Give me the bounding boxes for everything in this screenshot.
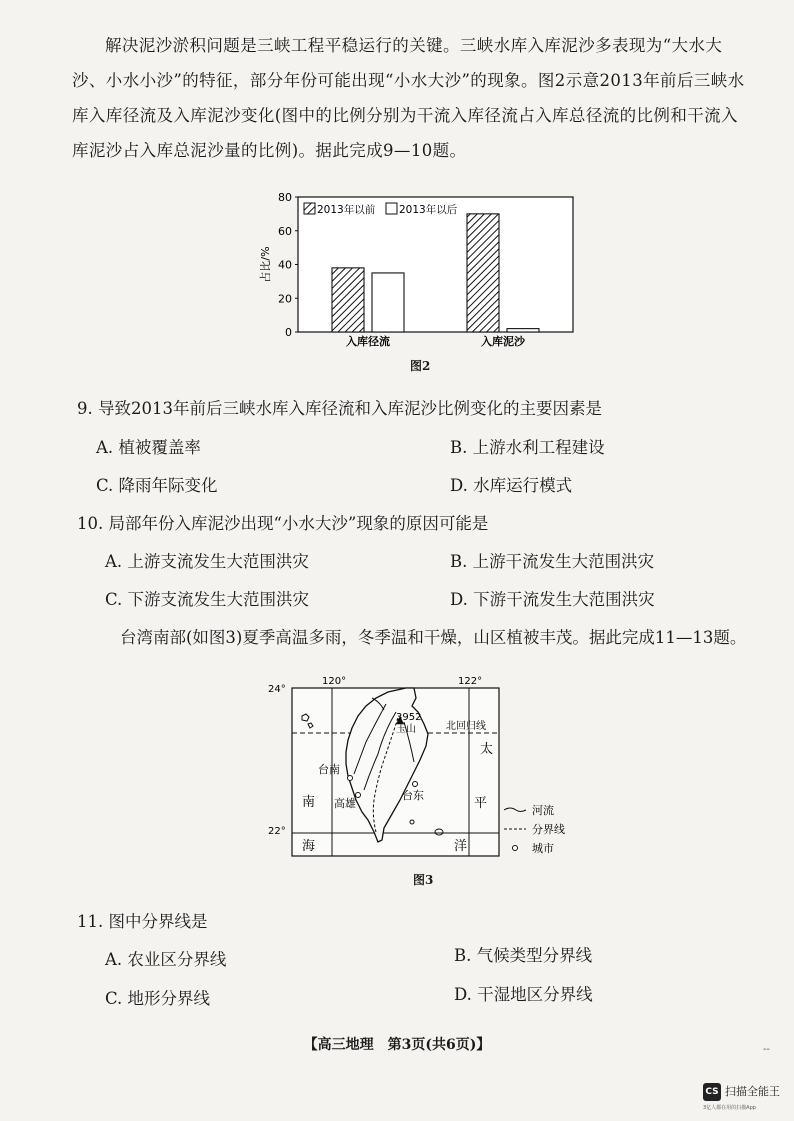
- q11-option-a[interactable]: A. 农业区分界线: [105, 950, 227, 969]
- q9-option-a[interactable]: A. 植被覆盖率: [96, 438, 201, 457]
- question-9-stem: 9. 导致2013年前后三峡水库入库径流和入库泥沙比例变化的主要因素是: [77, 399, 602, 418]
- q11-option-d[interactable]: D. 干湿地区分界线: [454, 985, 593, 1004]
- legend-boundary-label: 分界线: [532, 823, 565, 836]
- figure2-caption: 图2: [410, 359, 431, 373]
- intro-passage-11-13: 台湾南部(如图3)夏季高温多雨，冬季温和干燥，山区植被丰茂。据此完成11—13题。: [120, 628, 747, 647]
- y-tick-label: 0: [285, 326, 292, 339]
- x-category-label: 入库泥沙: [481, 335, 525, 348]
- peak-elevation: 3952: [396, 712, 422, 723]
- q10-option-c[interactable]: C. 下游支流发生大范围洪灾: [105, 590, 310, 609]
- ocean-label-3: 洋: [454, 839, 468, 854]
- city-marker-kaohsiung: [356, 793, 361, 798]
- camscanner-logo-icon: CS: [703, 1083, 721, 1101]
- legend-city-symbol: [513, 846, 518, 851]
- lon-right-label: 122°: [458, 676, 483, 687]
- scanner-watermark: [703, 1083, 780, 1101]
- legend-river-label: 河流: [532, 804, 554, 817]
- sea-label-1: 南: [302, 795, 316, 810]
- bar-0-1: [372, 273, 404, 332]
- lat-top-label: 24°: [268, 684, 286, 695]
- question-11-stem: 11. 图中分界线是: [77, 912, 208, 931]
- city-marker-tainan: [348, 776, 353, 781]
- y-tick-label: 20: [278, 292, 292, 306]
- y-axis-label: 占比/%: [259, 246, 272, 283]
- tropic-label: 北回归线: [446, 721, 486, 732]
- city-label-taitung: 台东: [402, 789, 424, 802]
- question-10-stem: 10. 局部年份入库泥沙出现“小水大沙”现象的原因可能是: [77, 514, 489, 533]
- bar-1-0: [467, 214, 499, 332]
- y-tick-label: 40: [278, 258, 292, 272]
- q11-option-c[interactable]: C. 地形分界线: [105, 989, 211, 1008]
- q9-option-c[interactable]: C. 降雨年际变化: [96, 476, 218, 495]
- city-label-tainan: 台南: [318, 763, 340, 776]
- watermark-subtitle: 3亿人都在用的扫描App: [703, 1105, 756, 1111]
- sea-label-2: 海: [302, 839, 316, 854]
- legend-label: 2013年以前: [317, 204, 376, 216]
- legend-city-label: 城市: [532, 842, 554, 855]
- lat-bottom-label: 22°: [268, 826, 286, 837]
- ocean-label-2: 平: [474, 796, 488, 811]
- q9-option-d[interactable]: D. 水库运行模式: [450, 476, 573, 495]
- figure3-caption: 图3: [413, 873, 434, 887]
- q11-option-b[interactable]: B. 气候类型分界线: [454, 946, 593, 965]
- q10-option-d[interactable]: D. 下游干流发生大范围洪灾: [450, 590, 655, 609]
- legend-label: 2013年以后: [399, 204, 458, 216]
- city-label-kaohsiung: 高雄: [334, 797, 356, 810]
- lon-left-label: 120°: [322, 676, 347, 687]
- y-tick-label: 80: [278, 191, 292, 204]
- legend-swatch: [304, 203, 315, 214]
- bar-chart-fig2: [255, 188, 585, 350]
- city-marker-taitung: [413, 782, 418, 787]
- y-tick-label: 60: [278, 224, 292, 238]
- q10-option-a[interactable]: A. 上游支流发生大范围洪灾: [105, 552, 309, 571]
- intro-passage-9-10: 解决泥沙淤积问题是三峡工程平稳运行的关键。三峡水库入库泥沙多表现为“大水大沙、小水小沙”的特征，部分年份可能出现“小水大沙”的现象。图2示意2013年前后三峡水库入库径流及入库泥沙变化(图中的比例分别为干流入库径流占入库总径流的比例和干流入库泥沙占入库总泥沙量的比例)。据此完成9—10题。: [72, 36, 745, 160]
- legend-river-symbol: [504, 808, 526, 812]
- legend-swatch: [386, 203, 397, 214]
- q9-option-b[interactable]: B. 上游水利工程建设: [450, 438, 605, 457]
- taiwan-map-fig3: [268, 672, 588, 864]
- watermark-name: 扫描全能王: [725, 1085, 780, 1098]
- bar-0-0: [332, 268, 364, 332]
- ocean-label-1: 太: [480, 742, 494, 757]
- q10-option-b[interactable]: B. 上游干流发生大范围洪灾: [450, 552, 655, 571]
- page-footer: 【高三地理 第3页(共6页)】: [303, 1037, 491, 1053]
- x-category-label: 入库径流: [346, 335, 390, 348]
- footer-dash: --: [763, 1044, 770, 1055]
- bar-1-1: [507, 329, 539, 332]
- peak-name: 玉山: [396, 724, 416, 735]
